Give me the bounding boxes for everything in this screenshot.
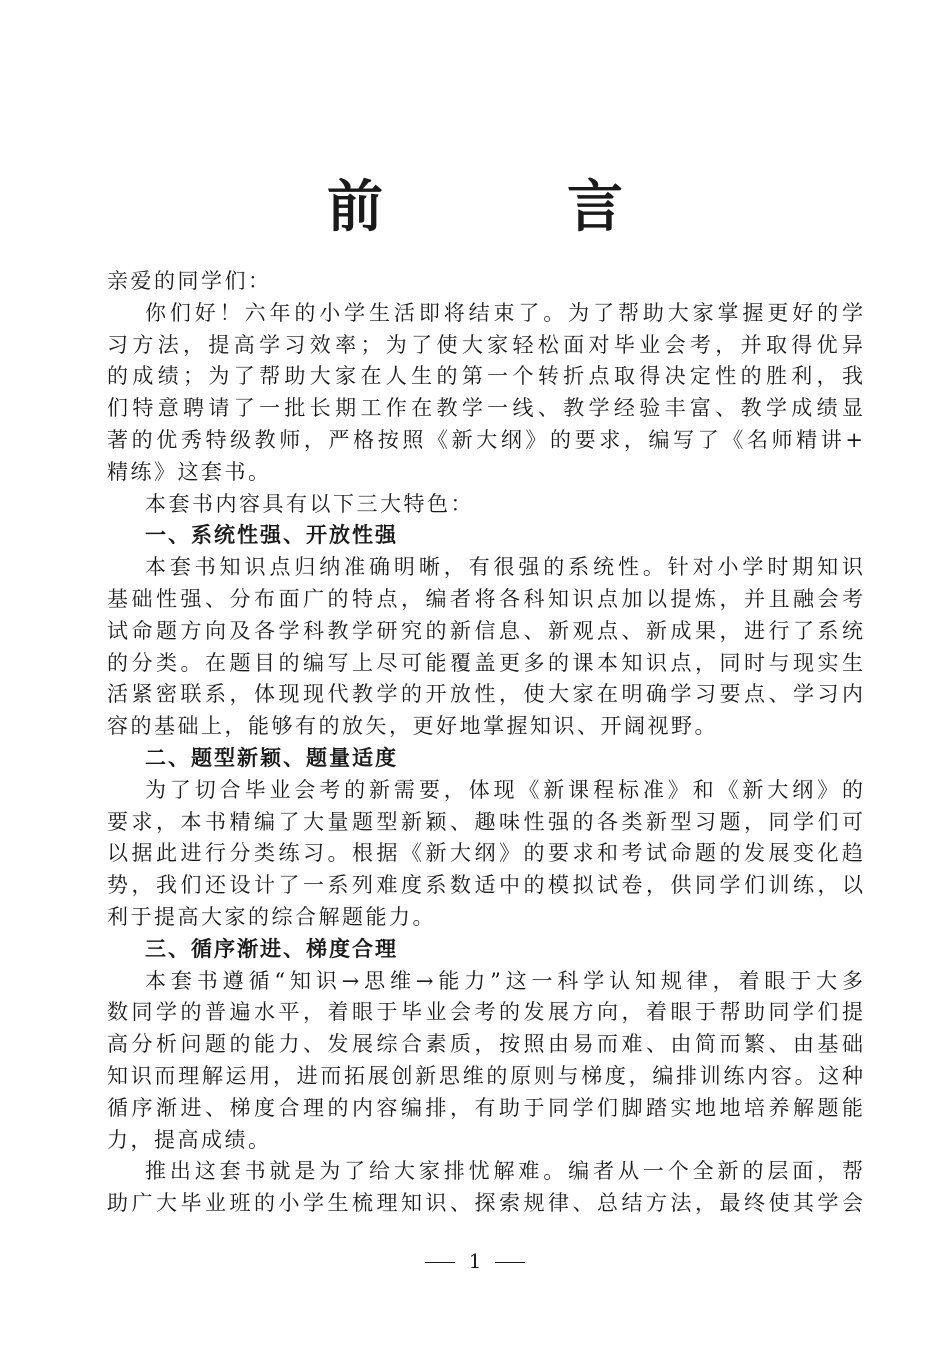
text-line: 你们好！六年的小学生活即将结束了。为了帮助大家掌握更好的学 [145,300,863,325]
page-number-value: 1 [468,1249,482,1273]
text-line: 要求，本书精编了大量题型新颖、趣味性强的各类新型习题，同学们可 [107,809,863,834]
text-line: 以据此进行分类练习。根据《新大纲》的要求和考试命题的发展变化趋 [107,841,863,866]
text-line: 的成绩；为了帮助大家在人生的第一个转折点取得决定性的胜利，我 [107,364,863,389]
text-line: 们特意聘请了一批长期工作在教学一线、教学经验丰富、教学成绩显 [107,396,863,421]
salutation: 亲爱的同学们： [107,269,272,293]
text-line: 推出这套书就是为了给大家排忧解难。编者从一个全新的层面，帮 [145,1159,863,1184]
page-number-right-dash [495,1262,525,1263]
text-line: 精练》这套书。 [107,459,272,484]
text-line: 力，提高成绩。 [107,1127,272,1152]
text-line: 本套书遵循“知识→思维→能力”这一科学认知规律，着眼于大多 [145,968,863,993]
page-number-left-dash [425,1262,455,1263]
text-line: 容的基础上，能够有的放矢，更好地掌握知识、开阔视野。 [107,714,718,739]
section-2 [107,743,863,934]
text-line: 势，我们还设计了一系列难度系数适中的模拟试卷，供同学们训练，以 [107,873,863,898]
text-line: 助广大毕业班的小学生梳理知识、探索规律、总结方法，最终使其学会 [107,1191,863,1216]
text-line: 习方法，提高学习效率；为了使大家轻松面对毕业会考，并取得优异 [107,332,863,357]
page-title: 前 言 [327,175,687,240]
section-3 [107,934,863,1157]
text-line: 试命题方向及各学科教学研究的新信息、新观点、新成果，进行了系统 [107,618,863,643]
page-number [0,1247,950,1275]
text-line: 高分析问题的能力、发展综合素质，按照由易而难、由简而繁、由基础 [107,1032,863,1057]
text-line: 的分类。在题目的编写上尽可能覆盖更多的课本知识点，同时与现实生 [107,650,863,675]
section-heading: 三、循序渐进、梯度合理 [145,936,398,961]
text-line: 数同学的普遍水平，着眼于毕业会考的发展方向，着眼于帮助同学们提 [107,1000,863,1025]
text-line: 知识而理解运用，进而拓展创新思维的原则与梯度，编排训练内容。这种 [107,1063,863,1088]
features-intro: 本套书内容具有以下三大特色： [145,491,474,516]
text-line: 为了切合毕业会考的新需要，体现《新课程标准》和《新大纲》的 [145,777,863,802]
text-line: 著的优秀特级教师，严格按照《新大纲》的要求，编写了《名师精讲+ [107,427,863,452]
text-line: 基础性强、分布面广的特点，编者将各科知识点加以提炼，并且融会考 [107,586,863,611]
text-line: 利于提高大家的综合解题能力。 [107,904,436,929]
preface-body [107,266,863,1220]
section-heading: 二、题型新颖、题量适度 [145,745,398,770]
closing-paragraph [107,1156,863,1220]
text-line: 循序渐进、梯度合理的内容编排，有助于同学们脚踏实地地培养解题能 [107,1095,863,1120]
text-line: 活紧密联系，体现现代教学的开放性，使大家在明确学习要点、学习内 [107,682,863,707]
section-1 [107,520,863,743]
intro-paragraph [107,298,863,489]
section-heading: 一、系统性强、开放性强 [145,523,398,548]
text-line: 本套书知识点归纳准确明晰，有很强的系统性。针对小学时期知识 [145,555,863,580]
